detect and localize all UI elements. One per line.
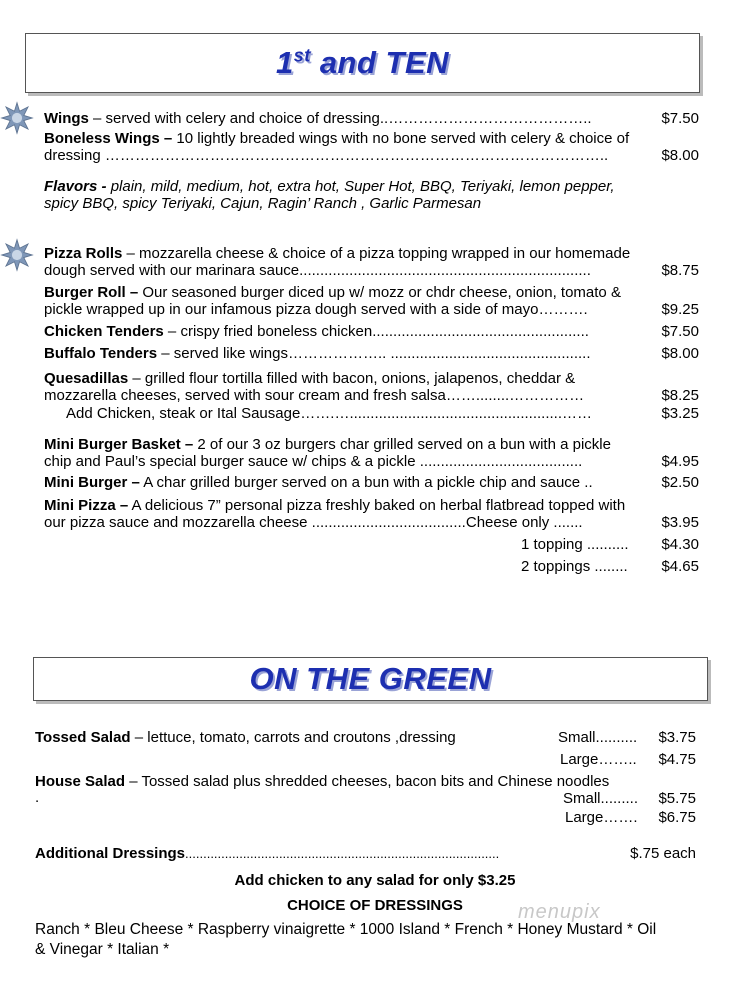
choice-of-dressings-heading: CHOICE OF DRESSINGS [287, 897, 463, 914]
tossed-large [560, 751, 696, 769]
dressings-list-line-1: Ranch * Bleu Cheese * Raspberry vinaigrette * 1000 Island * French * Honey Mustard * Oil [35, 921, 657, 938]
house-salad-dot: . [35, 789, 40, 806]
item-price: $8.00 [661, 345, 699, 362]
item-name: Mini Burger – [44, 474, 140, 491]
item-desc: – served like wings……………….. ................................................ [157, 345, 591, 362]
menu-item-burger-roll [44, 284, 621, 302]
item-desc: Add Chicken, steak or Ital Sausage…….…...................................................…… [66, 405, 593, 422]
section-title-box-on-the-green [33, 657, 708, 701]
menu-item-mini-pizza-opt3 [521, 558, 699, 576]
option-label: Cheese only ....... [465, 514, 583, 531]
item-price: $.75 each [630, 845, 696, 862]
item-name: Quesadillas [44, 370, 129, 387]
item-desc: – lettuce, tomato, carrots and croutons ,dressing [130, 729, 456, 746]
menu-item-boneless-wings-line2 [44, 147, 699, 165]
menu-item-quesadillas-addon [66, 405, 699, 423]
item-price: $7.50 [661, 110, 699, 127]
item-name: House Salad [35, 773, 126, 790]
item-price: $8.25 [661, 387, 699, 404]
menu-item-additional-dressings [35, 845, 696, 863]
house-large [565, 809, 696, 827]
item-price: $8.00 [661, 147, 699, 164]
tossed-small [558, 729, 696, 747]
menu-item-boneless-wings [44, 130, 629, 148]
item-price: $6.75 [658, 809, 696, 826]
item-desc: ....................................................................................... [185, 846, 500, 861]
option-label: Large…….. [560, 751, 637, 768]
flavors-line-1 [44, 178, 615, 196]
item-name: Buffalo Tenders [44, 345, 158, 362]
item-desc: Our seasoned burger diced up w/ mozz or chdr cheese, onion, tomato & [138, 284, 621, 301]
item-desc: our pizza sauce and mozzarella cheese ..................................... [44, 514, 466, 531]
item-name: Burger Roll – [44, 284, 139, 301]
star-bullet-icon [0, 101, 34, 135]
item-price: $5.75 [658, 790, 696, 807]
flavors-line-2: spicy BBQ, spicy Teriyaki, Cajun, Ragin’ Ranch , Garlic Parmesan [44, 195, 482, 212]
item-name: Pizza Rolls [44, 245, 123, 262]
item-desc: mozzarella cheeses, served with sour cream and fresh salsa……........…………… [44, 387, 585, 404]
dressings-list-line-2: & Vinegar * Italian * [35, 941, 170, 958]
option-label: Small......... [563, 790, 639, 807]
menu-item-buffalo-tenders [44, 345, 699, 363]
menu-item-house-salad [35, 773, 609, 791]
item-desc: 2 of our 3 oz burgers char grilled served on a bun with a pickle [193, 436, 611, 453]
option-label: Small.......... [558, 729, 638, 746]
menu-item-chicken-tenders [44, 323, 699, 341]
menu-item-mini-burger-basket-line2 [44, 453, 699, 471]
item-name: Mini Burger Basket – [44, 436, 194, 453]
menu-item-mini-burger [44, 474, 699, 492]
option-label: 2 toppings ........ [521, 558, 628, 575]
item-price: $8.75 [661, 262, 699, 279]
menu-item-quesadillas [44, 370, 575, 388]
star-bullet-icon [0, 238, 34, 272]
item-desc: dressing ……………………………………………………………………………………….. [44, 147, 609, 164]
item-price: $2.50 [661, 474, 699, 491]
item-desc: pickle wrapped up in our infamous pizza dough served with a side of mayo………. [44, 301, 588, 318]
menu-item-burger-roll-line2 [44, 301, 699, 319]
section-title-box-1st-and-ten [25, 33, 700, 93]
menu-item-pizza-rolls-line2 [44, 262, 699, 280]
menu-item-mini-pizza-line2 [44, 514, 699, 532]
item-desc: 10 lightly breaded wings with no bone served with celery & choice of [172, 130, 630, 147]
menu-item-mini-pizza [44, 497, 625, 515]
item-price: $4.95 [661, 453, 699, 470]
section-title-on-the-green: ON THE GREEN [249, 661, 492, 696]
item-price: $3.95 [661, 514, 699, 531]
item-price: $3.75 [658, 729, 696, 746]
item-price: $3.25 [661, 405, 699, 422]
menu-item-mini-pizza-opt2 [521, 536, 699, 554]
flavors-text: plain, mild, medium, hot, extra hot, Super Hot, BBQ, Teriyaki, lemon pepper, [106, 178, 615, 195]
item-desc: – Tossed salad plus shredded cheeses, bacon bits and Chinese noodles [125, 773, 610, 790]
option-label: Large……. [565, 809, 638, 826]
item-name: Mini Pizza – [44, 497, 129, 514]
menu-item-tossed-salad [35, 729, 456, 747]
item-name: Tossed Salad [35, 729, 131, 746]
item-desc: chip and Paul’s special burger sauce w/ chips & a pickle ....................................... [44, 453, 583, 470]
item-price: $7.50 [661, 323, 699, 340]
option-label: 1 topping .......... [521, 536, 629, 553]
menu-item-quesadillas-line2 [44, 387, 699, 405]
item-name: Chicken Tenders [44, 323, 164, 340]
item-desc: A char grilled burger served on a bun with a pickle chip and sauce .. [139, 474, 593, 491]
item-price: $4.65 [661, 558, 699, 575]
item-name: Boneless Wings – [44, 130, 173, 147]
add-chicken-note: Add chicken to any salad for only $3.25 [234, 872, 516, 889]
section-title-1st-and-ten: 1st and TEN [275, 45, 450, 80]
watermark: menupix [518, 901, 601, 923]
item-price: $4.30 [661, 536, 699, 553]
item-desc: – mozzarella cheese & choice of a pizza topping wrapped in our homemade [122, 245, 631, 262]
menu-item-wings [44, 110, 699, 128]
house-small [563, 790, 696, 808]
item-desc: dough served with our marinara sauce...................................................................... [44, 262, 591, 279]
item-name: Additional Dressings [35, 845, 186, 862]
menu-item-pizza-rolls [44, 245, 630, 263]
item-desc: – served with celery and choice of dressing..………………………………….. [88, 110, 592, 127]
item-desc: – crispy fried boneless chicken.................................................... [163, 323, 589, 340]
item-desc: A delicious 7” personal pizza freshly baked on herbal flatbread topped with [128, 497, 626, 514]
item-name: Wings [44, 110, 89, 127]
item-price: $4.75 [658, 751, 696, 768]
flavors-label: Flavors - [44, 178, 107, 195]
menu-item-mini-burger-basket [44, 436, 611, 454]
item-desc: – grilled flour tortilla filled with bacon, onions, jalapenos, cheddar & [128, 370, 576, 387]
item-price: $9.25 [661, 301, 699, 318]
